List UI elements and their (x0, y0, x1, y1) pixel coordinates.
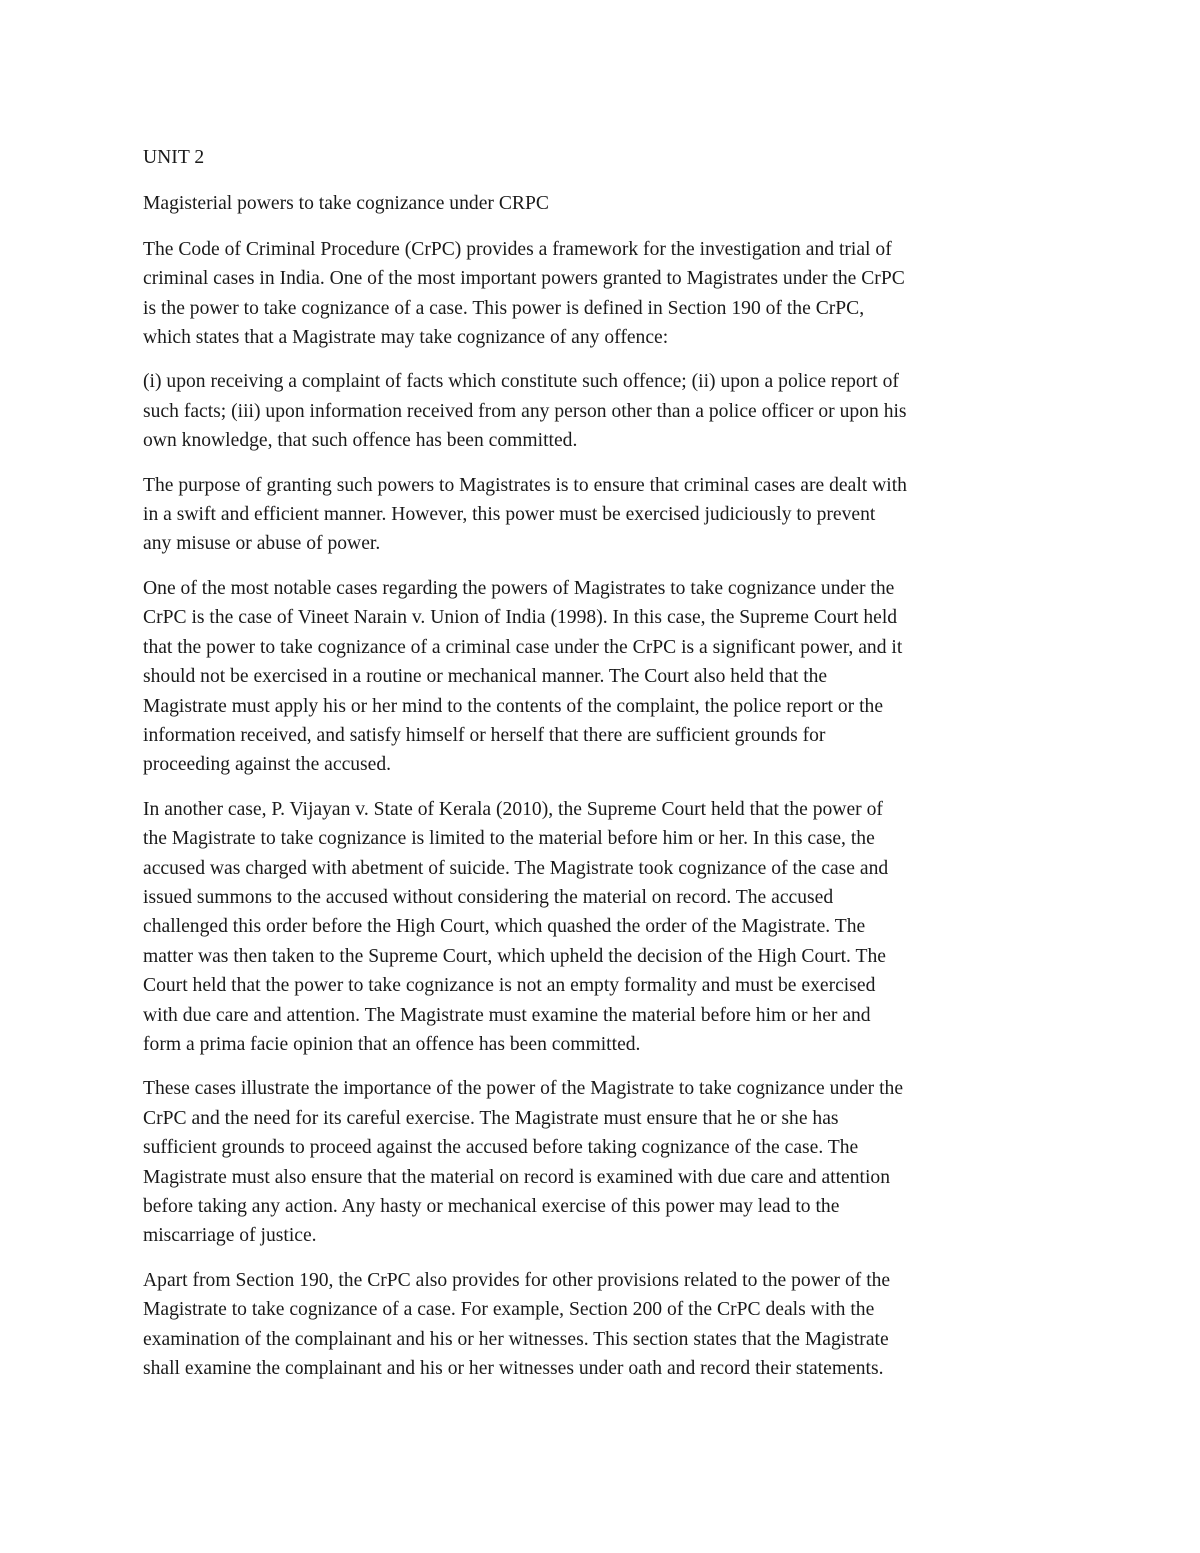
paragraph-line: One of the most notable cases regarding the powers of Magistrates to take cognizance under the (143, 577, 895, 599)
paragraph-list (143, 235, 1063, 1384)
paragraph-line: is the power to take cognizance of a case. This power is defined in Section 190 of the CrPC, (143, 297, 865, 319)
paragraph-line: matter was then taken to the Supreme Court, which upheld the decision of the High Court. The (143, 945, 886, 967)
paragraph-line: which states that a Magistrate may take cognizance of any offence: (143, 327, 669, 349)
paragraph-line: form a prima facie opinion that an offence has been committed. (143, 1033, 641, 1055)
paragraph-line: The purpose of granting such powers to Magistrates is to ensure that criminal cases are dealt with (143, 474, 907, 496)
paragraph-line: sufficient grounds to proceed against the accused before taking cognizance of the case. The (143, 1137, 859, 1159)
paragraph-line: Magistrate must apply his or her mind to the contents of the complaint, the police report or the (143, 695, 884, 717)
document-subtitle: Magisterial powers to take cognizance under CRPC (143, 193, 549, 215)
paragraph-line: challenged this order before the High Court, which quashed the order of the Magistrate. The (143, 916, 866, 938)
paragraph-line: should not be exercised in a routine or mechanical manner. The Court also held that the (143, 666, 828, 688)
paragraph (143, 795, 1063, 1060)
paragraph-line: proceeding against the accused. (143, 754, 392, 776)
paragraph-line: such facts; (iii) upon information received from any person other than a police officer or upon his (143, 400, 907, 422)
paragraph (143, 235, 1063, 353)
paragraph-line: CrPC and the need for its careful exercise. The Magistrate must ensure that he or she has (143, 1107, 839, 1129)
paragraph-line: These cases illustrate the importance of the power of the Magistrate to take cognizance under the (143, 1078, 904, 1100)
paragraph-line: own knowledge, that such offence has been committed. (143, 430, 578, 452)
paragraph-line: examination of the complainant and his or her witnesses. This section states that the Magistrate (143, 1328, 889, 1350)
paragraph-line: Apart from Section 190, the CrPC also provides for other provisions related to the power of the (143, 1269, 891, 1291)
paragraph-line: shall examine the complainant and his or her witnesses under oath and record their statements. (143, 1358, 884, 1380)
paragraph-line: miscarriage of justice. (143, 1225, 317, 1247)
document-body (143, 143, 1063, 1383)
paragraph (143, 1074, 1063, 1250)
paragraph (143, 574, 1063, 780)
paragraph (143, 471, 1063, 559)
paragraph-line: Magistrate must also ensure that the material on record is examined with due care and attention (143, 1166, 891, 1188)
paragraph-line: Magistrate to take cognizance of a case. For example, Section 200 of the CrPC deals with the (143, 1299, 875, 1321)
paragraph (143, 367, 1063, 455)
paragraph-line: information received, and satisfy himself or herself that there are sufficient grounds for (143, 724, 826, 746)
paragraph-line: before taking any action. Any hasty or mechanical exercise of this power may lead to the (143, 1196, 840, 1217)
paragraph-line: The Code of Criminal Procedure (CrPC) provides a framework for the investigation and trial of (143, 238, 892, 260)
paragraph-line: criminal cases in India. One of the most important powers granted to Magistrates under the CrPC (143, 268, 905, 290)
paragraph-line: Court held that the power to take cognizance is not an empty formality and must be exercised (143, 975, 876, 997)
paragraph-line: any misuse or abuse of power. (143, 533, 381, 555)
paragraph-line: issued summons to the accused without considering the material on record. The accused (143, 886, 834, 908)
paragraph-line: with due care and attention. The Magistrate must examine the material before him or her and (143, 1004, 871, 1026)
unit-title: UNIT 2 (143, 147, 205, 168)
paragraph-line: (i) upon receiving a complaint of facts which constitute such offence; (ii) upon a police report of (143, 371, 899, 393)
paragraph-line: that the power to take cognizance of a criminal case under the CrPC is a significant power, and it (143, 636, 903, 658)
paragraph-line: CrPC is the case of Vineet Narain v. Union of India (1998). In this case, the Supreme Court held (143, 607, 898, 629)
paragraph-line: accused was charged with abetment of suicide. The Magistrate took cognizance of the case and (143, 857, 889, 879)
paragraph-line: in a swift and efficient manner. However, this power must be exercised judiciously to prevent (143, 504, 876, 526)
paragraph-line: In another case, P. Vijayan v. State of Kerala (2010), the Supreme Court held that the power of (143, 798, 883, 820)
paragraph (143, 1266, 1063, 1384)
paragraph-line: the Magistrate to take cognizance is limited to the material before him or her. In this case, the (143, 828, 875, 850)
